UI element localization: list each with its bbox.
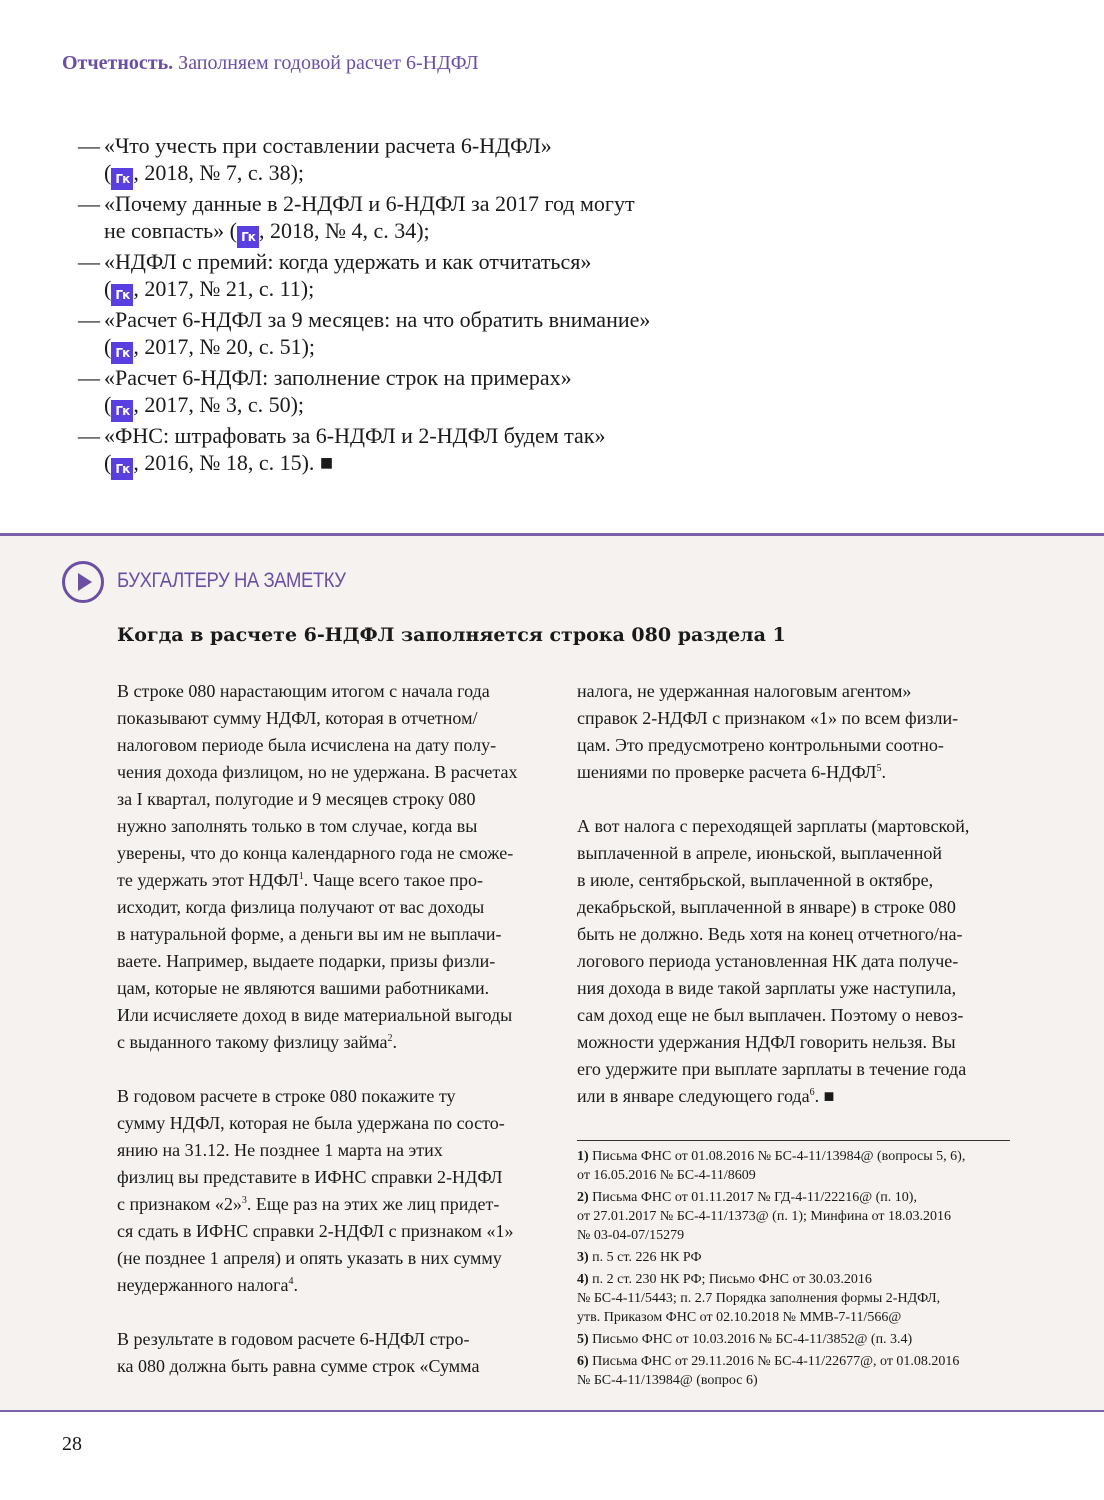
list-dash: — (78, 423, 100, 448)
running-header (62, 52, 479, 75)
text-line: янию на 31.12. Не позднее 1 марта на этих (117, 1140, 443, 1160)
text-line: ( Гк , 2018, № 7, с. 38); (104, 159, 650, 190)
text-line: В годовом расчете в строке 080 покажите ту (117, 1086, 456, 1106)
footnote-number: 2) (577, 1190, 589, 1205)
accountant-note-box (0, 533, 1104, 1412)
text-line: его удержите при выплате зарплаты в течение года (577, 1059, 967, 1079)
text-line: ( Гк , 2017, № 21, с. 11); (104, 275, 650, 306)
list-dash: — (78, 307, 100, 332)
footnote-ref: 5 (876, 763, 882, 774)
text-line: сам доход еще не был выплачен. Поэтому о невоз- (577, 1005, 964, 1025)
text-line: декабрьской, выплаченной в январе) в строке 080 (577, 897, 956, 917)
text-line: ния дохода в виде такой зарплаты уже наступила, (577, 978, 957, 998)
footnote-line: 1) Письма ФНС от 01.08.2016 № БС-4-11/13984@ (вопросы 5, 6), (577, 1149, 966, 1164)
note-right-column (577, 678, 969, 1137)
paragraph (117, 1083, 518, 1299)
text-line: неудержанного налога$^4$. (117, 1275, 298, 1295)
text-line: те удержать этот НДФЛ$^1$. Чаще всего такое про- (117, 870, 484, 890)
reference-item (78, 132, 650, 190)
footnote-line: № БС-4-11/5443; п. 2.7 Порядка заполнения формы 2-НДФЛ, (577, 1291, 941, 1306)
footnote-number: 4) (577, 1272, 589, 1287)
section-name: Отчетность. (62, 52, 174, 74)
paragraph (577, 678, 969, 786)
text-line: В строке 080 нарастающим итогом с начала года (117, 681, 490, 701)
gk-magazine-icon: Гк (111, 458, 133, 480)
text-line: ( Гк , 2017, № 3, с. 50); (104, 391, 650, 422)
footnote (577, 1248, 1010, 1267)
text-line: или в январе следующего года$^6$. ■ (577, 1086, 835, 1106)
text-line: цам, которые не являются вашими работниками. (117, 978, 490, 998)
text-line: с признаком «2»$^3$. Еще раз на этих же лиц придет- (117, 1194, 500, 1214)
footnote-ref: 6 (809, 1087, 815, 1098)
text-line: «Почему данные в 2-НДФЛ и 6-НДФЛ за 2017 год могут (104, 191, 635, 216)
gk-magazine-icon: Гк (237, 226, 259, 248)
footnote-number: 6) (577, 1354, 589, 1369)
list-dash: — (78, 133, 100, 158)
footnote-line: 5) Письмо ФНС от 10.03.2016 № БС-4-11/3852@ (п. 3.4) (577, 1332, 913, 1347)
text-line: «НДФЛ с премий: когда удержать и как отчитаться» (104, 249, 592, 274)
paragraph (117, 1326, 518, 1380)
footnote-ref: 4 (288, 1276, 294, 1287)
text-line: (не позднее 1 апреля) и опять указать в них сумму (117, 1248, 502, 1268)
footnote-line: 2) Письма ФНС от 01.11.2017 № ГД-4-11/22216@ (п. 10), (577, 1190, 917, 1205)
text-line: в натуральной форме, а деньги вы им не выплачи- (117, 924, 502, 944)
paragraph (577, 813, 969, 1110)
footnote (577, 1188, 1010, 1245)
page-number: 28 (62, 1433, 82, 1455)
reference-item (78, 422, 650, 480)
paragraph (117, 678, 518, 1056)
list-dash: — (78, 191, 100, 216)
text-line: нужно заполнять только в том случае, когда вы (117, 816, 478, 836)
text-line: в июле, сентябрьской, выплаченной в октябре, (577, 870, 934, 890)
gk-magazine-icon: Гк (111, 342, 133, 364)
text-line: В результате в годовом расчете 6-НДФЛ стро- (117, 1329, 470, 1349)
text-line: логового периода установленная НК дата получе- (577, 951, 959, 971)
text-line: не совпасть» ( Гк , 2018, № 4, с. 34); (104, 217, 650, 248)
text-line: ваете. Например, выдаете подарки, призы физли- (117, 951, 496, 971)
text-line: уверены, что до конца календарного года не сможе- (117, 843, 514, 863)
footnote-line: № 03-04-07/15279 (577, 1228, 685, 1243)
text-line: шениями по проверке расчета 6-НДФЛ$^5$. (577, 762, 886, 782)
footnote-line: от 27.01.2017 № БС-4-11/1373@ (п. 1); Минфина от 18.03.2016 (577, 1209, 952, 1224)
reference-list (78, 132, 650, 480)
text-line: «Расчет 6-НДФЛ за 9 месяцев: на что обратить внимание» (104, 307, 651, 332)
text-line: быть не должно. Ведь хотя на конец отчетного/на- (577, 924, 963, 944)
text-line: Или исчисляете доход в виде материальной выгоды (117, 1005, 513, 1025)
text-line: ся сдать в ИФНС справки 2-НДФЛ с признаком «1» (117, 1221, 514, 1241)
footnote-number: 1) (577, 1149, 589, 1164)
text-line: сумму НДФЛ, которая не была удержана по состо- (117, 1113, 505, 1133)
text-line: выплаченной в апреле, июньской, выплаченной (577, 843, 943, 863)
reference-item (78, 190, 650, 248)
footnote-line: 6) Письма ФНС от 29.11.2016 № БС-4-11/22677@, от 01.08.2016 (577, 1354, 960, 1369)
footnote-line: от 16.05.2016 № БС-4-11/8609 (577, 1168, 756, 1183)
list-dash: — (78, 365, 100, 390)
text-line: налога, не удержанная налоговым агентом» (577, 681, 912, 701)
footnote-number: 5) (577, 1332, 589, 1347)
text-line: ( Гк , 2016, № 18, с. 15). ■ (104, 449, 650, 480)
footnote-line: № БС-4-11/13984@ (вопрос 6) (577, 1373, 758, 1388)
footnote (577, 1330, 1010, 1349)
footnote-ref: 1 (298, 871, 304, 882)
text-line: можности удержания НДФЛ говорить нельзя. Вы (577, 1032, 956, 1052)
footnote-line: 4) п. 2 ст. 230 НК РФ; Письмо ФНС от 30.03.2016 (577, 1272, 872, 1287)
text-line: налоговом периоде была исчислена на дату полу- (117, 735, 497, 755)
footnote-line: утв. Приказом ФНС от 02.10.2018 № ММВ-7-11/566@ (577, 1310, 902, 1325)
reference-item (78, 306, 650, 364)
list-dash: — (78, 249, 100, 274)
footnote (577, 1147, 1010, 1185)
play-icon (62, 561, 104, 603)
text-line: А вот налога с переходящей зарплаты (мартовской, (577, 816, 970, 836)
text-line: показывают сумму НДФЛ, которая в отчетном/ (117, 708, 478, 728)
footnote-number: 3) (577, 1250, 589, 1265)
gk-magazine-icon: Гк (111, 168, 133, 190)
note-left-column (117, 678, 518, 1407)
gk-magazine-icon: Гк (111, 400, 133, 422)
text-line: ка 080 должна быть равна сумме строк «Сумма (117, 1356, 480, 1376)
text-line: с выданного такому физлицу займа$^2$. (117, 1032, 398, 1052)
text-line: «Что учесть при составлении расчета 6-НДФЛ» (104, 133, 552, 158)
footnote-line: 3) п. 5 ст. 226 НК РФ (577, 1250, 702, 1265)
article-title: Заполняем годовой расчет 6-НДФЛ (178, 52, 479, 74)
reference-item (78, 248, 650, 306)
text-line: справок 2-НДФЛ с признаком «1» по всем физли- (577, 708, 959, 728)
text-line: чения дохода физлицом, но не удержана. В расчетах (117, 762, 518, 782)
footnote (577, 1352, 1010, 1390)
text-line: «Расчет 6-НДФЛ: заполнение строк на примерах» (104, 365, 572, 390)
text-line: исходит, когда физлица получают от вас доходы (117, 897, 485, 917)
text-line: ( Гк , 2017, № 20, с. 51); (104, 333, 650, 364)
text-line: цам. Это предусмотрено контрольными соотно- (577, 735, 944, 755)
footnote-ref: 2 (387, 1033, 393, 1044)
gk-magazine-icon: Гк (111, 284, 133, 306)
text-line: «ФНС: штрафовать за 6-НДФЛ и 2-НДФЛ будем так» (104, 423, 606, 448)
note-tag: БУХГАЛТЕРУ НА ЗАМЕТКУ (117, 569, 346, 592)
text-line: за I квартал, полугодие и 9 месяцев строку 080 (117, 789, 476, 809)
footnote-ref: 3 (241, 1195, 247, 1206)
text-line: физлиц вы представите в ИФНС справки 2-НДФЛ (117, 1167, 503, 1187)
footnote (577, 1270, 1010, 1327)
footnotes (577, 1140, 1010, 1393)
reference-item (78, 364, 650, 422)
note-title: Когда в расчете 6-НДФЛ заполняется строка 080 раздела 1 (117, 624, 786, 646)
